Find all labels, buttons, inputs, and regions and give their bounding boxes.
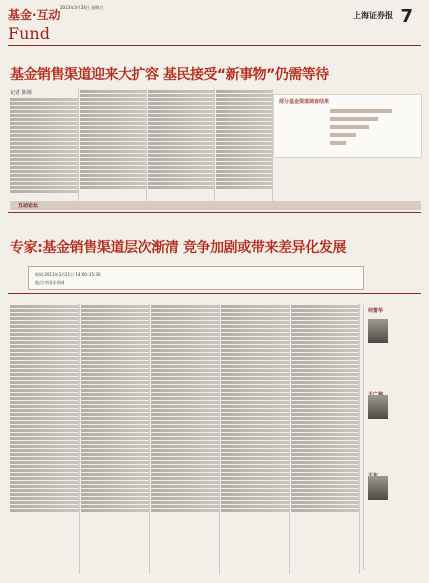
header-rule: [8, 45, 421, 46]
chart-bar: [330, 125, 369, 129]
story-column: [291, 304, 360, 574]
newspaper-name: 上海证券报: [353, 11, 393, 20]
fund-label: Fund: [8, 24, 50, 43]
chart-bar: [330, 133, 356, 137]
chart-bar: [330, 141, 346, 145]
page-header: [8, 4, 421, 46]
forum-time: 时间:2013年3月21日 14:00–15:30: [35, 272, 101, 277]
expert-name: 何雷华: [368, 308, 384, 314]
section-label: 基金·互动: [8, 8, 61, 22]
story-rule: [8, 293, 421, 294]
story-column: [80, 89, 147, 202]
story-column: [10, 304, 80, 574]
byline: 记者 陈刚: [10, 90, 32, 96]
section-banner: [10, 201, 421, 210]
story-column: [10, 89, 79, 202]
story-column: [221, 304, 290, 574]
banner-label: 互动论坛: [18, 203, 39, 209]
survey-chart: [273, 94, 422, 158]
page-number: 7: [400, 6, 413, 27]
expert-sidebar: [363, 305, 423, 570]
main-headline: 基金销售渠道迎来大扩容 基民接受“新事物”仍需等待: [10, 67, 329, 83]
second-headline: 专家:基金销售渠道层次渐清 竞争加剧或带来差异化发展: [10, 240, 347, 256]
expert-photo: [368, 395, 388, 419]
story-column: [81, 304, 150, 574]
issue-meta: 2013年3月24日 星期日: [60, 5, 104, 10]
chart-bar: [330, 109, 392, 113]
story-column: [216, 89, 273, 202]
forum-place: 地点:中国证券网: [35, 280, 65, 285]
lower-story: [10, 304, 420, 576]
section-rule: [8, 212, 421, 213]
expert-photo: [368, 319, 388, 343]
expert-photo: [368, 476, 388, 500]
forum-meta: [28, 266, 364, 290]
story-column: [148, 89, 215, 202]
story-column: [151, 304, 220, 574]
chart-bar: [330, 117, 378, 121]
chart-title: 部分基金渠道调查结果: [279, 99, 330, 105]
